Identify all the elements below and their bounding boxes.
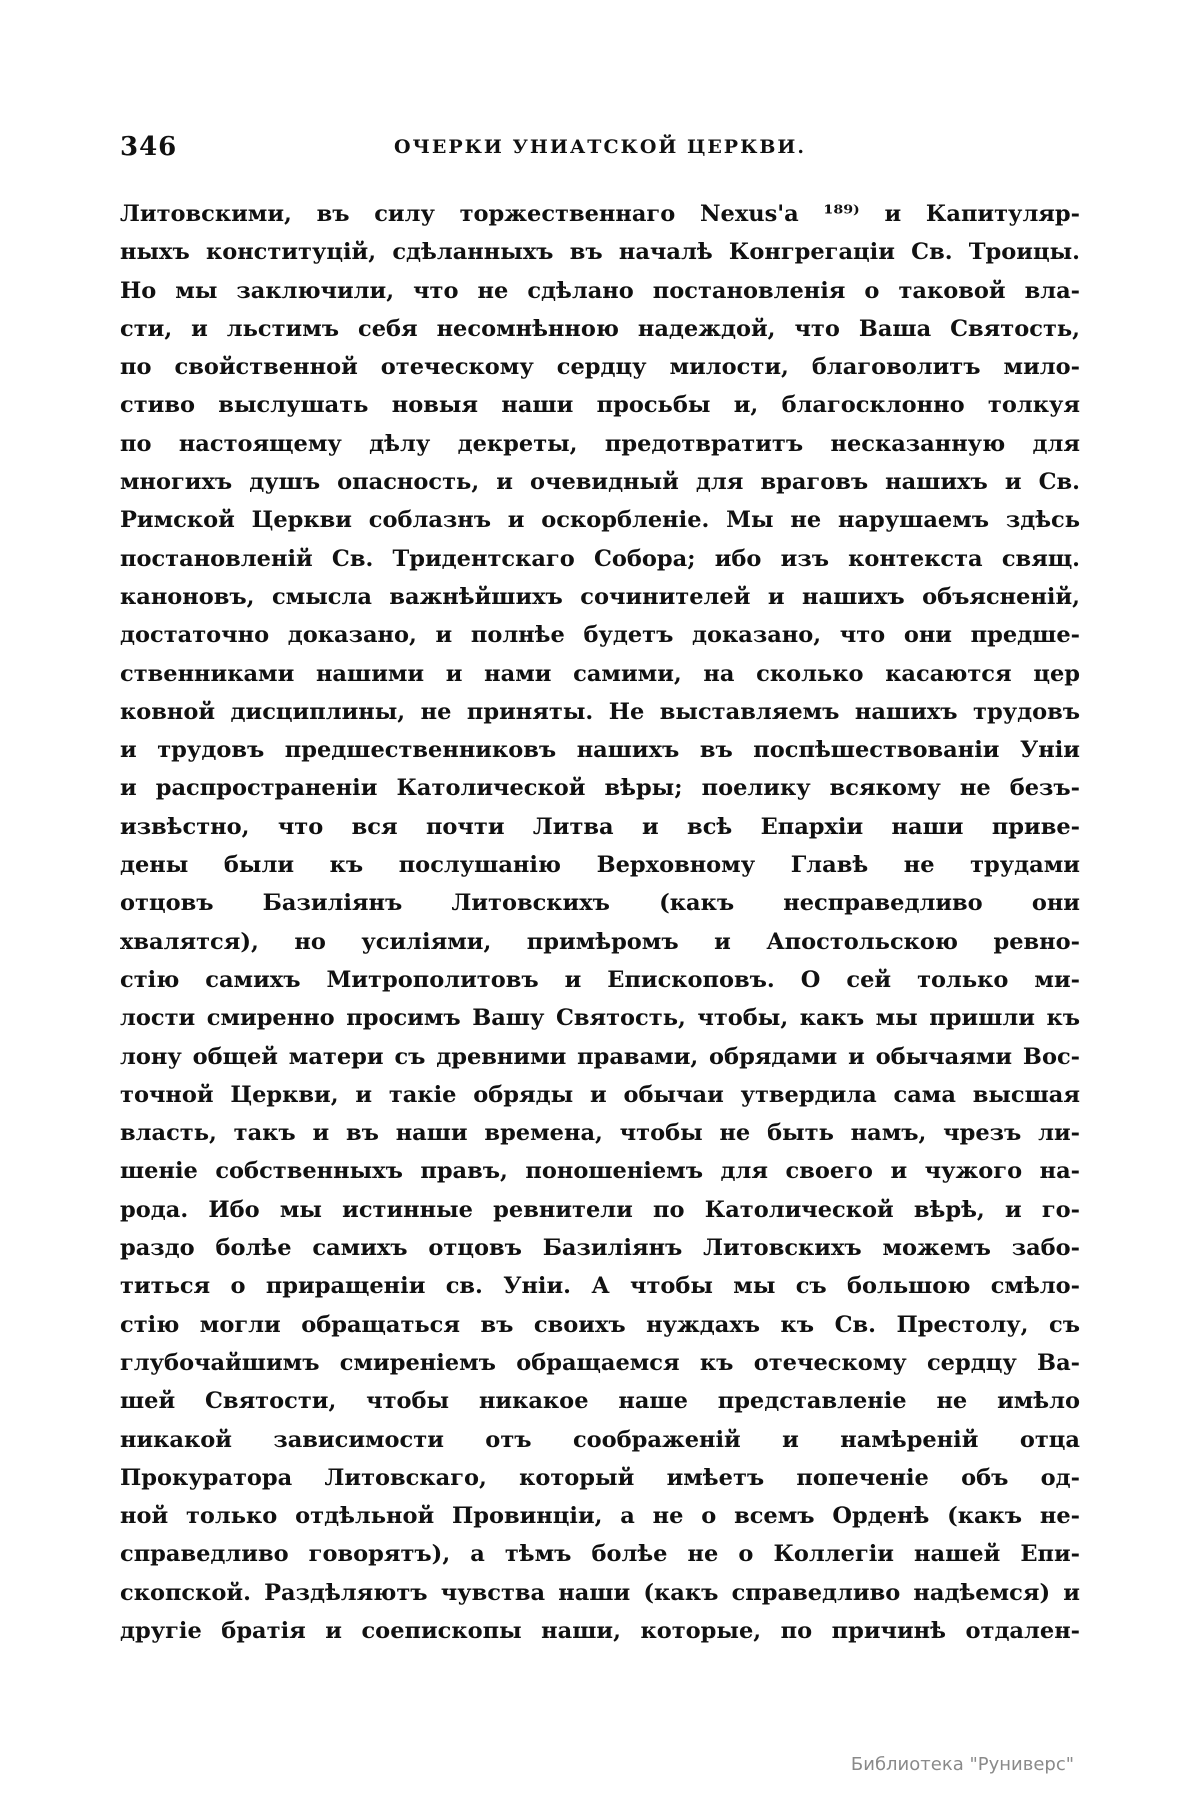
text-line: шеніе собственныхъ правъ, поношеніемъ для своего и чужого на- xyxy=(120,1158,1080,1185)
text-line: точной Церкви, и такіе обряды и обычаи утвердила сама высшая xyxy=(120,1081,1080,1108)
text-line: Прокуратора Литовскаго, который имѣетъ попеченіе объ од- xyxy=(120,1464,1080,1491)
text-line: отцовъ Базиліянъ Литовскихъ (какъ несправедливо они xyxy=(120,890,1080,917)
text-line: раздо болѣе самихъ отцовъ Базиліянъ Литовскихъ можемъ забо- xyxy=(120,1235,1080,1262)
text-line: достаточно доказано, и полнѣе будетъ доказано, что они предше- xyxy=(120,622,1080,649)
text-line: титься о приращеніи св. Уніи. А чтобы мы съ большою смѣло- xyxy=(120,1273,1080,1300)
text-line: и трудовъ предшественниковъ нашихъ въ поспѣшествованіи Уніи xyxy=(120,737,1080,764)
text-line: постановленій Св. Тридентскаго Собора; ибо изъ контекста свящ. xyxy=(120,545,1080,572)
text-line: сти, и льстимъ себя несомнѣнною надеждой, что Ваша Святость, xyxy=(120,315,1080,342)
text-line: и распространеніи Католической вѣры; поелику всякому не безъ- xyxy=(120,775,1080,802)
text-line: извѣстно, что вся почти Литва и всѣ Епархіи наши приве- xyxy=(120,813,1080,840)
text-line: Литовскими, въ силу торжественнаго Nexus'а ¹⁸⁹⁾ и Капитуляр- xyxy=(120,201,1080,227)
text-line: стію могли обращаться въ своихъ нуждахъ къ Св. Престолу, съ xyxy=(120,1311,1080,1338)
text-line: лону общей матери съ древними правами, обрядами и обычаями Вос- xyxy=(120,1043,1080,1070)
text-line: по свойственной отеческому сердцу милости, благоволитъ мило- xyxy=(120,354,1080,381)
text-line: дены были къ послушанію Верховному Главѣ не трудами xyxy=(120,852,1080,879)
text-line: по настоящему дѣлу декреты, предотвратитъ несказанную для xyxy=(120,430,1080,457)
page-header xyxy=(120,132,1080,172)
text-line: глубочайшимъ смиреніемъ обращаемся къ отеческому сердцу Ва- xyxy=(120,1349,1080,1376)
text-line: справедливо говорятъ), а тѣмъ болѣе не о Коллегіи нашей Епи- xyxy=(120,1541,1080,1568)
text-line: стиво выслушать новыя наши просьбы и, благосклонно толкуя xyxy=(120,392,1080,419)
text-line: никакой зависимости отъ соображеній и намѣреній отца xyxy=(120,1426,1080,1453)
text-line: ныхъ конституцій, сдѣланныхъ въ началѣ Конгрегаціи Св. Троицы. xyxy=(120,239,1080,266)
text-line: власть, такъ и въ наши времена, чтобы не быть намъ, чрезъ ли- xyxy=(120,1120,1080,1147)
text-line: Римской Церкви соблазнъ и оскорбленіе. Мы не нарушаемъ здѣсь xyxy=(120,507,1080,534)
text-line: другіе братія и соепископы наши, которые, по причинѣ отдален- xyxy=(120,1617,1080,1644)
text-line: ственниками нашими и нами самими, на сколько касаются цер xyxy=(120,660,1080,687)
running-title: ОЧЕРКИ УНИАТСКОЙ ЦЕРКВИ. xyxy=(393,136,806,158)
text-line: ковной дисциплины, не приняты. Не выставляемъ нашихъ трудовъ xyxy=(120,698,1080,725)
text-line: стію самихъ Митрополитовъ и Епископовъ. О сей только ми- xyxy=(120,966,1080,993)
text-line: ной только отдѣльной Провинціи, а не о всемъ Орденѣ (какъ не- xyxy=(120,1503,1080,1530)
text-line: Но мы заключили, что не сдѣлано постановленія о таковой вла- xyxy=(120,277,1080,304)
text-line: каноновъ, смысла важнѣйшихъ сочинителей и нашихъ объясненій, xyxy=(120,583,1080,610)
body-text xyxy=(120,195,1080,1650)
text-line: шей Святости, чтобы никакое наше представленіе не имѣло xyxy=(120,1388,1080,1415)
text-line: лости смиренно просимъ Вашу Святость, чтобы, какъ мы пришли къ xyxy=(120,1005,1080,1032)
text-line: рода. Ибо мы истинные ревнители по Католической вѣрѣ, и го- xyxy=(120,1196,1080,1223)
library-watermark: Библиотека "Руниверс" xyxy=(850,1754,1074,1775)
text-line: хвалятся), но усиліями, примѣромъ и Апостольскою ревно- xyxy=(120,928,1080,955)
text-line: скопской. Раздѣляютъ чувства наши (какъ справедливо надѣемся) и xyxy=(120,1579,1080,1606)
page-number: 346 xyxy=(120,132,178,162)
text-line: многихъ душъ опасность, и очевидный для враговъ нашихъ и Св. xyxy=(120,469,1080,496)
